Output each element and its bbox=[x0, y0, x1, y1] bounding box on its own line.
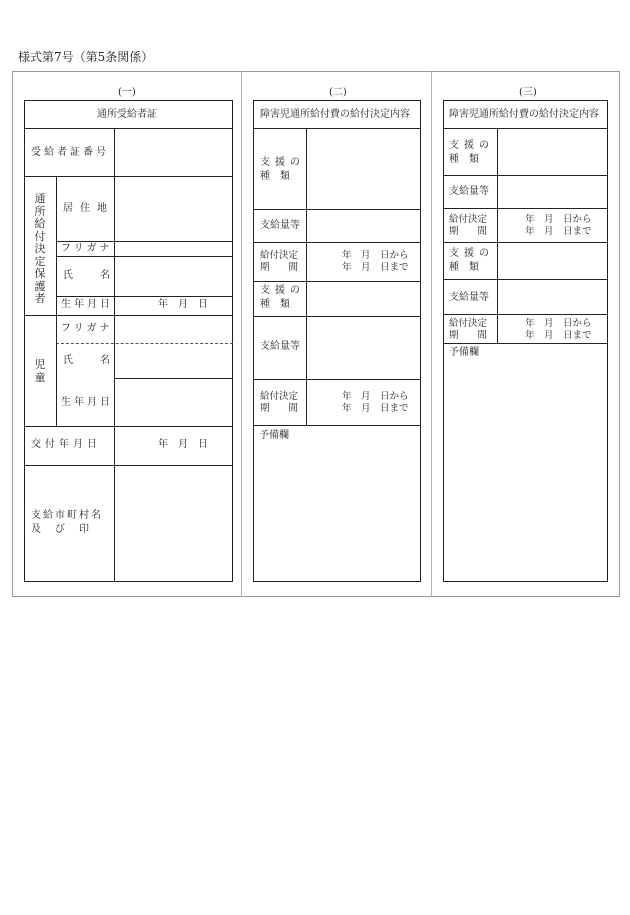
panel-1-header: (一) bbox=[118, 87, 136, 98]
period-label-2: 期 間 bbox=[260, 262, 299, 273]
support-type-label-2: 種 類 bbox=[449, 154, 479, 165]
address-label: 居住地 bbox=[63, 203, 114, 214]
panel-2-title: 障害児通所給付費の給付決定内容 bbox=[260, 109, 410, 120]
support-type-label-2: 種 類 bbox=[260, 171, 290, 182]
period-label: 給付決定 bbox=[449, 214, 488, 225]
period-label-2: 期 間 bbox=[449, 226, 488, 237]
child-label: 児童 bbox=[34, 358, 46, 384]
birthdate-label: 生年月日 bbox=[61, 299, 113, 310]
support-type-label: 支援の bbox=[260, 157, 305, 168]
panel-1-title: 通所受給者証 bbox=[97, 109, 157, 120]
period-label-2: 期 間 bbox=[449, 330, 488, 341]
period-label: 給付決定 bbox=[449, 318, 488, 329]
amount-label: 支給量等 bbox=[260, 220, 300, 231]
guardian-label: 通所給付決定保護者 bbox=[34, 192, 46, 305]
child-birthdate-label: 生年月日 bbox=[61, 397, 113, 408]
child-name-label: 氏名 bbox=[63, 355, 137, 366]
municipality-label: 支給市町村名 bbox=[31, 510, 103, 521]
period-label-2: 期 間 bbox=[260, 403, 299, 414]
birthdate-value: 年 月 日 bbox=[158, 299, 208, 310]
period-to: 年 月 日まで bbox=[525, 226, 592, 237]
period-to: 年 月 日まで bbox=[342, 262, 409, 273]
support-type-label-2: 種 類 bbox=[260, 299, 290, 310]
child-furigana-label: フリガナ bbox=[61, 323, 113, 334]
support-type-label: 支援の bbox=[449, 140, 494, 151]
period-label: 給付決定 bbox=[260, 250, 299, 261]
support-type-label-2: 種 類 bbox=[449, 262, 479, 273]
period-from: 年 月 日から bbox=[342, 391, 409, 402]
issue-date-label: 交付年月日 bbox=[31, 439, 101, 450]
period-to: 年 月 日まで bbox=[525, 330, 592, 341]
period-to: 年 月 日まで bbox=[342, 403, 409, 414]
furigana-label: フリガナ bbox=[61, 243, 113, 254]
column-divider bbox=[431, 71, 432, 597]
column-divider bbox=[241, 71, 242, 597]
amount-label: 支給量等 bbox=[449, 186, 489, 197]
period-from: 年 月 日から bbox=[525, 214, 592, 225]
municipality-seal-label: 及 び 印 bbox=[31, 524, 91, 535]
panel-3-header: (三) bbox=[519, 87, 537, 98]
amount-label: 支給量等 bbox=[260, 341, 300, 352]
form-title: 様式第7号（第5条関係） bbox=[18, 50, 154, 64]
amount-label: 支給量等 bbox=[449, 292, 489, 303]
recipient-number-label: 受給者証番号 bbox=[31, 147, 109, 158]
remarks-label: 予備欄 bbox=[449, 347, 479, 358]
panel-2-header: (二) bbox=[329, 87, 347, 98]
support-type-label: 支援の bbox=[260, 285, 305, 296]
issue-date-value: 年 月 日 bbox=[158, 439, 208, 450]
remarks-label: 予備欄 bbox=[259, 430, 289, 441]
period-from: 年 月 日から bbox=[525, 318, 592, 329]
name-label: 氏名 bbox=[63, 270, 137, 281]
period-from: 年 月 日から bbox=[342, 250, 409, 261]
support-type-label: 支援の bbox=[449, 248, 494, 259]
panel-3-title: 障害児通所給付費の給付決定内容 bbox=[449, 109, 599, 120]
period-label: 給付決定 bbox=[260, 391, 299, 402]
